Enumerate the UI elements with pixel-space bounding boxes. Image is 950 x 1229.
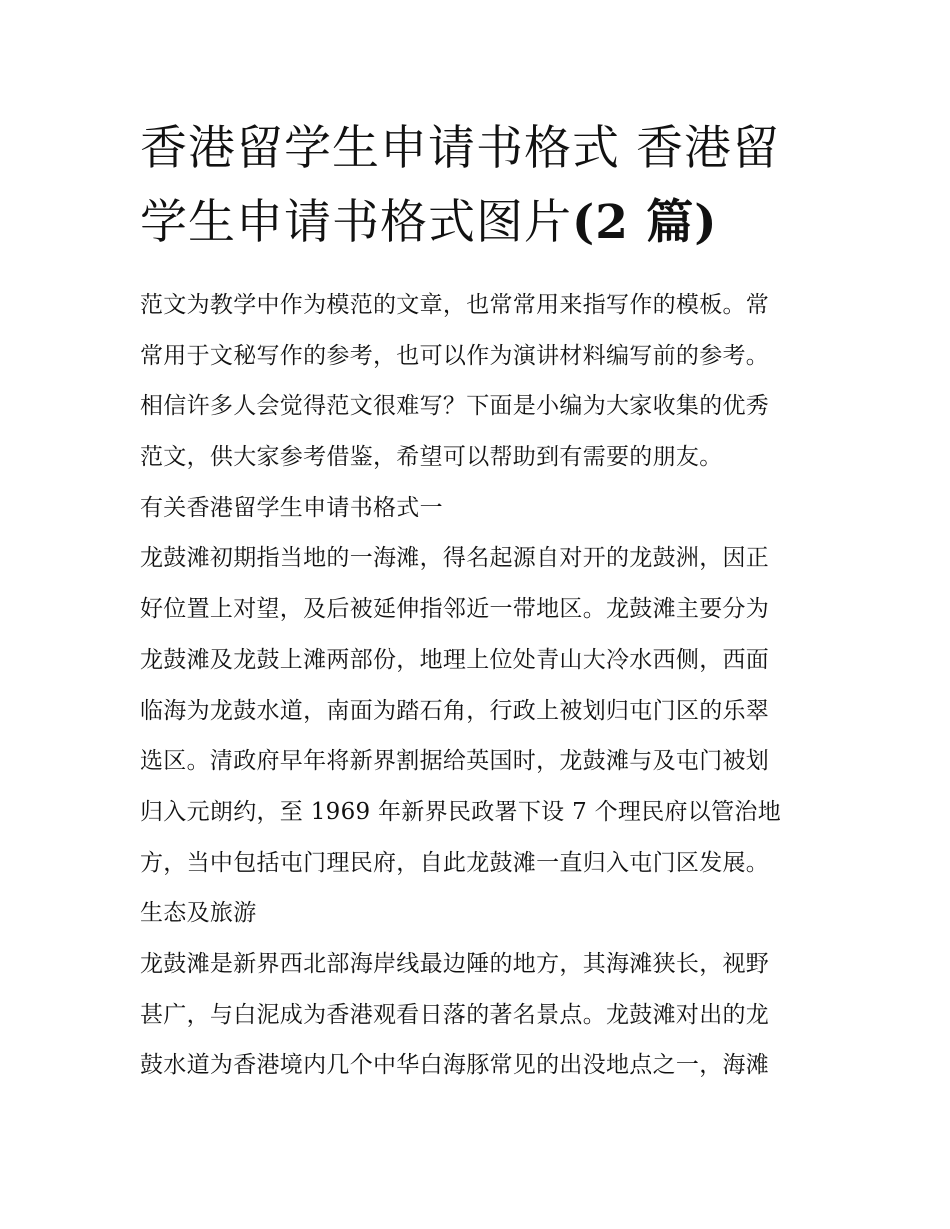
body-line: 甚广，与白泥成为香港观看日落的著名景点。龙鼓滩对出的龙 <box>140 1001 770 1028</box>
title-line-2-count: (2 篇) <box>572 195 718 250</box>
body-line: 龙鼓滩是新界西北部海岸线最边陲的地方，其海滩狭长，视野 <box>140 950 770 977</box>
body-line: 龙鼓滩及龙鼓上滩两部份，地理上位处青山大冷水西侧，西面 <box>140 646 770 673</box>
body-line: 选区。清政府早年将新界割据给英国时，龙鼓滩与及屯门被划 <box>140 748 770 775</box>
body-line: 相信许多人会觉得范文很难写？下面是小编为大家收集的优秀 <box>140 393 770 420</box>
title-line-2 <box>140 186 820 260</box>
body-line: 范文，供大家参考借鉴，希望可以帮助到有需要的朋友。 <box>140 444 723 471</box>
body-line: 鼓水道为香港境内几个中华白海豚常见的出没地点之一，海滩 <box>140 1052 770 1079</box>
body-line: 临海为龙鼓水道，南面为踏石角，行政上被划归屯门区的乐翠 <box>140 697 770 724</box>
body-line: 龙鼓滩初期指当地的一海滩，得名起源自对开的龙鼓洲，因正 <box>140 545 770 572</box>
title-line-2-text: 学生申请书格式图片 <box>140 195 572 250</box>
body-line: 常用于文秘写作的参考，也可以作为演讲材料编写前的参考。 <box>140 342 770 369</box>
document-page <box>140 112 820 1091</box>
body-line: 方，当中包括屯门理民府，自此龙鼓滩一直归入屯门区发展。 <box>140 849 770 876</box>
body-line: 归入元朗约，至 1969 年新界民政署下设 7 个理民府以管治地 <box>140 798 782 825</box>
section-heading: 生态及旅游 <box>140 900 257 927</box>
section-heading: 有关香港留学生申请书格式一 <box>140 494 443 521</box>
body-line: 好位置上对望，及后被延伸指邻近一带地区。龙鼓滩主要分为 <box>140 596 770 623</box>
title-line-1: 香港留学生申请书格式 香港留 <box>140 121 780 176</box>
body-line: 范文为教学中作为模范的文章，也常常用来指写作的模板。常 <box>140 292 770 318</box>
document-body <box>140 280 820 1091</box>
document-title <box>140 112 820 260</box>
